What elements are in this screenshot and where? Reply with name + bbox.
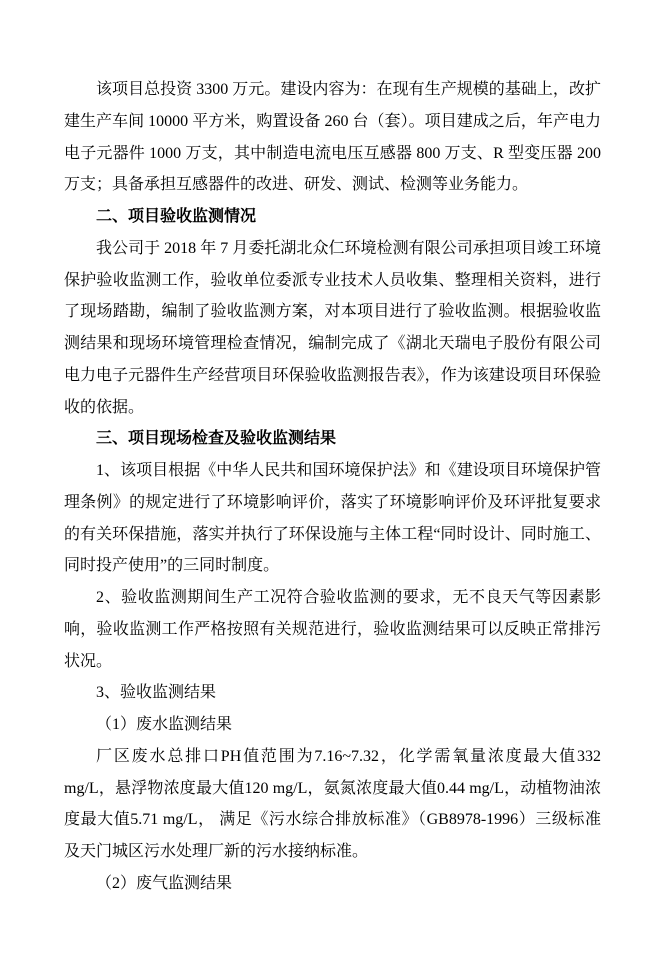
heading-section-2-acceptance-monitoring: 二、项目验收监测情况	[96, 208, 257, 225]
paragraph-item-1-eia-compliance: 1、该项目根据《中华人民共和国环境保护法》和《建设项目环境保护管理条例》的规定进行了环境影响评价，落实了环境影响评价及环评批复要求的有关环保措施，落实并执行了环保设施与主体工程“同时设计、同时施工、同时投产使用”的三同时制度。	[64, 462, 601, 575]
paragraph-exhaust-results-title: （2）废气监测结果	[96, 874, 233, 892]
paragraph-project-investment: 该项目总投资 3300 万元。建设内容为：在现有生产规模的基础上，改扩建生产车间 10000 平方米，购置设备 260 台（套）。项目建成之后，年产电力电子元器件 1000 万支，其中制造电流电压互感器 800 万支、R 型变压器 200 万支；具备承担互感器件的改进、研发、测试、检测等业务能力。	[64, 81, 601, 194]
paragraph-wastewater-results-title: （1）废水监测结果	[96, 716, 233, 733]
paragraph-item-2-monitoring-conditions: 2、验收监测期间生产工况符合验收监测的要求，无不良天气等因素影响，验收监测工作严格按照有关规范进行，验收监测结果可以反映正常排污状况。	[64, 589, 601, 670]
heading-section-3-inspection-results: 三、项目现场检查及验收监测结果	[96, 430, 337, 448]
paragraph-item-3-monitoring-results: 3、验收监测结果	[96, 684, 217, 702]
paragraph-monitoring-commission: 我公司于 2018 年 7 月委托湖北众仁环境检测有限公司承担项目竣工环境保护验收监测工作，验收单位委派专业技术人员收集、整理相关资料，进行了现场踏勘，编制了验收监测方案，对本项目进行了验收监测。根据验收监测结果和现场环境管理检查情况，编制完成了《湖北天瑞电子股份有限公司电力电子元器件生产经营项目环保验收监测报告表》，作为该建设项目环保验收的依据。	[64, 239, 601, 416]
paragraph-wastewater-results-detail: 厂区废水总排口PH值范围为7.16~7.32，化学需氧量浓度最大值332 mg/L，悬浮物浓度最大值120 mg/L，氨氮浓度最大值0.44 mg/L，动植物油浓度最大值5.71 mg/L， 满足《污水综合排放标准》（GB8978-1996）三级标准及天门城区污水处理厂新的污水接纳标准。	[64, 747, 601, 860]
